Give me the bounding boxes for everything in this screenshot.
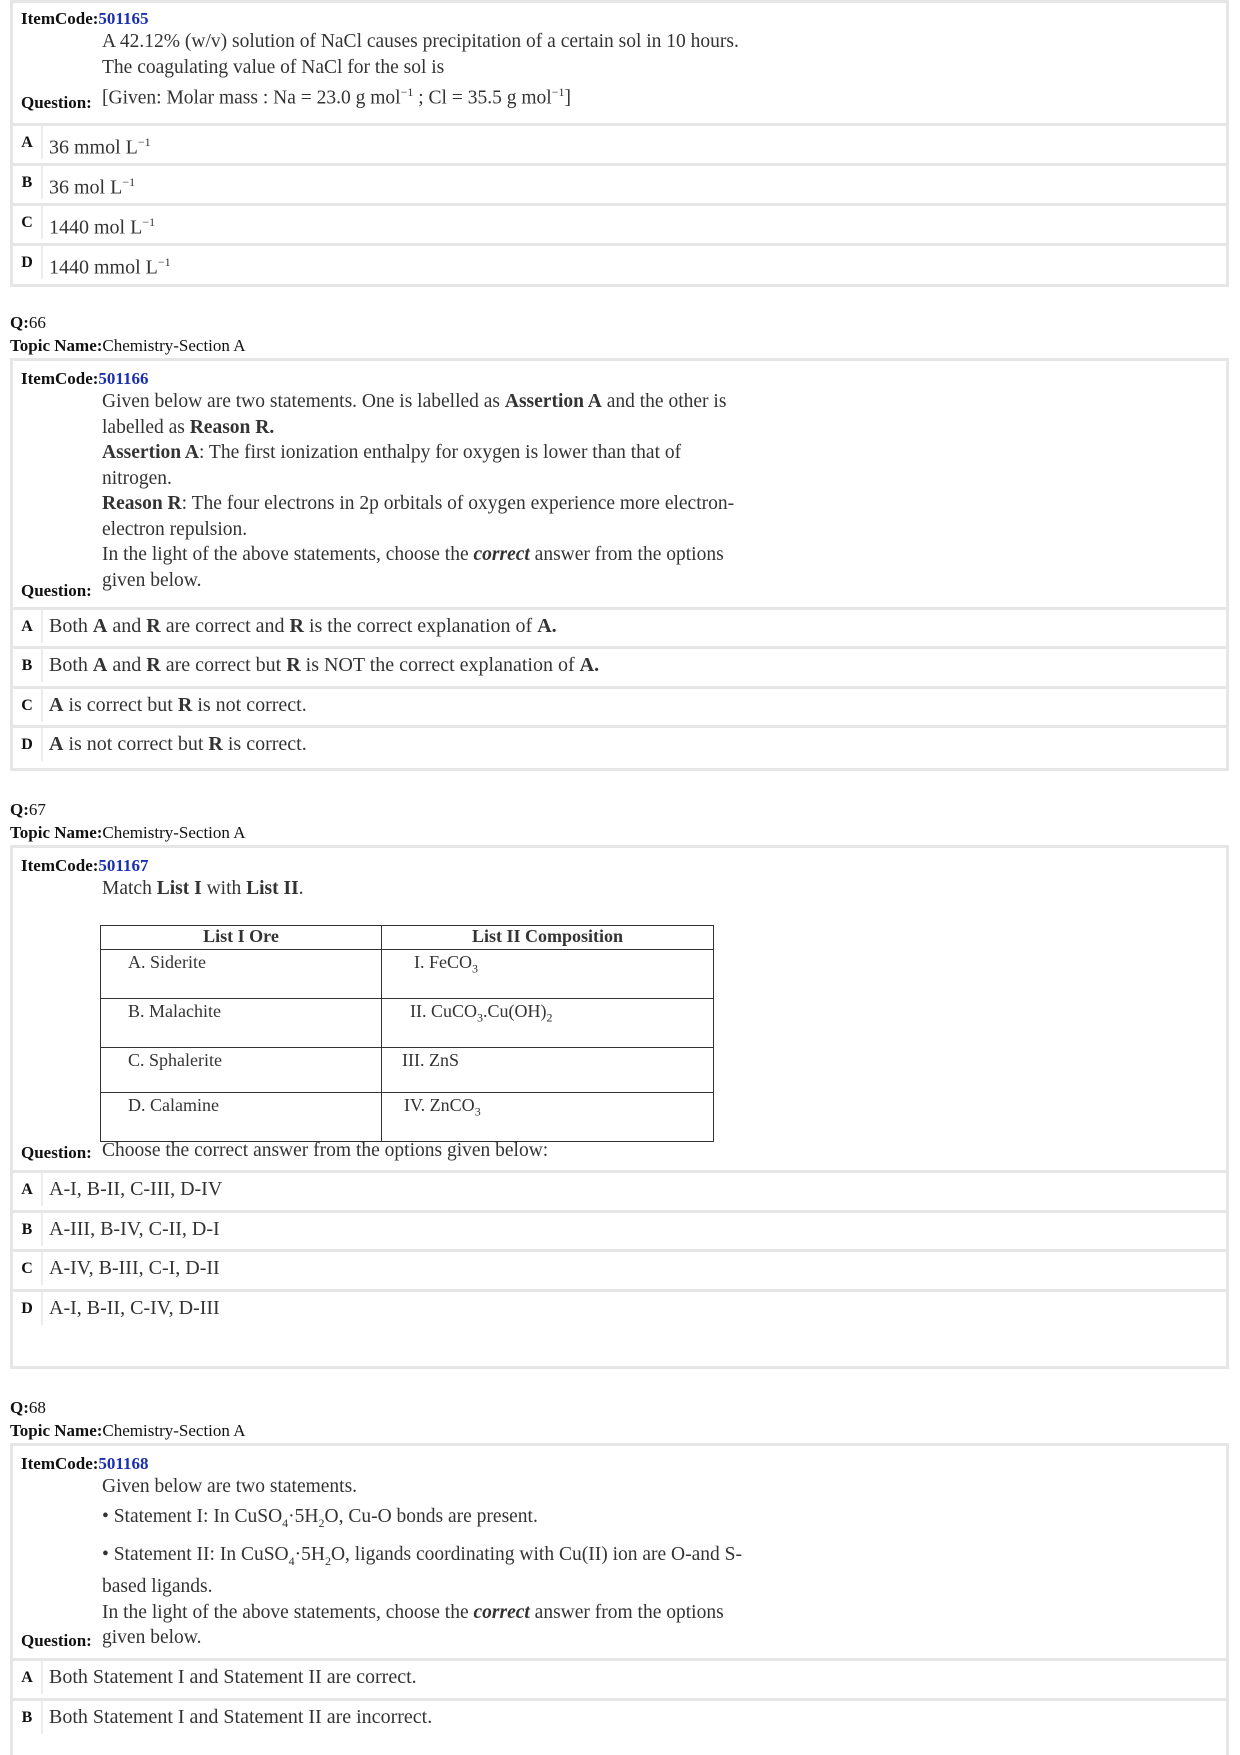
item-code-label: ItemCode:501167 [21, 856, 149, 875]
option-text: A-IV, B-III, C-I, D-II [49, 1257, 220, 1279]
statement-one: • Statement I: In $CuSO_4\cdot 5H_2O$, Cu-O bonds are present. [102, 1505, 538, 1530]
table-row [101, 950, 714, 999]
table-cell: A. Siderite [101, 950, 382, 999]
stem-line: labelled as Reason R. [102, 416, 275, 438]
table-header: List II Composition [382, 926, 714, 950]
item-code-label: ItemCode:501166 [21, 369, 149, 388]
assertion-line: Assertion A: The first ionization enthalpy for oxygen is lower than that of [102, 442, 682, 463]
stem-line: given below. [102, 1627, 202, 1649]
option-d[interactable] [13, 243, 1226, 279]
question-label: Question: [21, 93, 92, 112]
option-d[interactable] [13, 725, 1226, 761]
table-row [101, 1048, 714, 1093]
option-b[interactable] [13, 1698, 1226, 1734]
option-d[interactable] [13, 1289, 1226, 1325]
option-c[interactable] [13, 686, 1226, 722]
option-text: 1440 mmol $L^{-1}$ [49, 255, 171, 279]
table-cell: I. FeCO$_3$ [382, 950, 714, 999]
question-label: Question: [21, 1631, 92, 1650]
option-c[interactable] [13, 203, 1226, 239]
topic-name: Topic Name:Chemistry-Section A [10, 1421, 246, 1440]
table-cell: C. Sphalerite [101, 1048, 382, 1093]
item-code-value: 501168 [98, 1454, 149, 1473]
option-a[interactable] [13, 123, 1226, 159]
item-code-value: 501167 [98, 856, 149, 875]
topic-name: Topic Name:Chemistry-Section A [10, 336, 246, 355]
option-text: A is not correct but R is correct. [49, 733, 307, 755]
option-text: A-III, B-IV, C-II, D-I [49, 1218, 220, 1240]
match-table [100, 925, 714, 1142]
table-header: List I Ore [101, 926, 382, 950]
table-cell: II. $CuCO_3.Cu(OH)_2$ [382, 999, 714, 1048]
option-b[interactable] [13, 163, 1226, 199]
item-code-label: ItemCode:501165 [21, 9, 149, 28]
option-text: Both A and R are correct and R is the correct explanation of A. [49, 615, 557, 637]
question-stem [102, 29, 862, 111]
question-65-box [10, 0, 1229, 287]
table-row [101, 999, 714, 1048]
option-c[interactable] [13, 1249, 1226, 1285]
option-letter: B [13, 1213, 43, 1246]
table-row [101, 1093, 714, 1142]
option-letter: C [13, 1252, 43, 1285]
given-line: [Given: Molar mass : Na = 23.0 g mol$^{-1}$ ; Cl = 35.5 g mol$^{-1}$] [102, 85, 571, 109]
option-text: 36 mmol $L^{-1}$ [49, 135, 151, 159]
option-b[interactable] [13, 1210, 1226, 1246]
statement-two: • Statement II: In $CuSO_4\cdot 5H_2O$, ligands coordinating with Cu(II) ion are O-and S- [102, 1543, 743, 1568]
option-text: Both A and R are correct but R is NOT the correct explanation of A. [49, 654, 600, 676]
stem-line: electron repulsion. [102, 518, 248, 540]
option-text: 36 mol $L^{-1}$ [49, 175, 136, 199]
question-stem: Match List I with List II. [102, 878, 304, 899]
stem-line: nitrogen. [102, 467, 172, 489]
stem-line: The coagulating value of NaCl for the sol is [102, 56, 445, 78]
option-letter: D [13, 1292, 43, 1325]
stem-line: Given below are two statements. [102, 1476, 358, 1497]
option-b[interactable] [13, 646, 1226, 682]
option-letter: A [13, 610, 43, 643]
option-text: A-I, B-II, C-III, D-IV [49, 1178, 223, 1200]
option-text: Both Statement I and Statement II are correct. [49, 1666, 417, 1688]
question-number: Q:66 [10, 313, 46, 332]
option-letter: D [13, 246, 43, 279]
option-a[interactable] [13, 607, 1226, 643]
option-letter: B [13, 649, 43, 682]
question-stem [102, 389, 862, 593]
stem-line: Given below are two statements. One is labelled as Assertion A and the other is [102, 391, 727, 412]
option-letter: C [13, 689, 43, 722]
option-letter: C [13, 206, 43, 239]
option-letter: A [13, 126, 43, 159]
table-cell: III. ZnS [382, 1048, 714, 1093]
question-label: Question: [21, 1143, 92, 1162]
option-text: A is correct but R is not correct. [49, 694, 307, 716]
question-67-box [10, 845, 1229, 1369]
question-number: Q:68 [10, 1398, 46, 1417]
option-letter: D [13, 728, 43, 761]
table-cell: IV. ZnCO$_3$ [382, 1093, 714, 1142]
stem-line: based ligands. [102, 1576, 213, 1598]
stem-line: given below. [102, 569, 202, 591]
reason-line: Reason R: The four electrons in 2p orbitals of oxygen experience more electron- [102, 493, 735, 514]
option-text: 1440 mol $L^{-1}$ [49, 215, 156, 239]
question-stem [102, 1474, 862, 1651]
item-code-value: 501165 [98, 9, 149, 28]
stem-line: In the light of the above statements, choose the correct answer from the options [102, 544, 724, 565]
option-letter: A [13, 1173, 43, 1206]
stem-line: In the light of the above statements, choose the correct answer from the options [102, 1601, 724, 1623]
option-a[interactable] [13, 1658, 1226, 1694]
item-code-label: ItemCode:501168 [21, 1454, 149, 1473]
item-code-value: 501166 [98, 369, 149, 388]
option-a[interactable] [13, 1170, 1226, 1206]
option-letter: B [13, 166, 43, 199]
option-text: A-I, B-II, C-IV, D-III [49, 1297, 220, 1319]
question-text: Choose the correct answer from the options given below: [102, 1140, 549, 1161]
question-number: Q:67 [10, 800, 46, 819]
option-letter: A [13, 1661, 43, 1694]
question-66-box [10, 358, 1229, 771]
stem-line: A 42.12% (w/v) solution of NaCl causes precipitation of a certain sol in 10 hours. [102, 31, 739, 52]
question-label: Question: [21, 581, 92, 600]
table-cell: D. Calamine [101, 1093, 382, 1142]
option-text: Both Statement I and Statement II are incorrect. [49, 1706, 433, 1728]
table-cell: B. Malachite [101, 999, 382, 1048]
option-letter: B [13, 1701, 43, 1734]
topic-name: Topic Name:Chemistry-Section A [10, 823, 246, 842]
question-68-box [10, 1443, 1229, 1755]
table-header-row [101, 926, 714, 950]
